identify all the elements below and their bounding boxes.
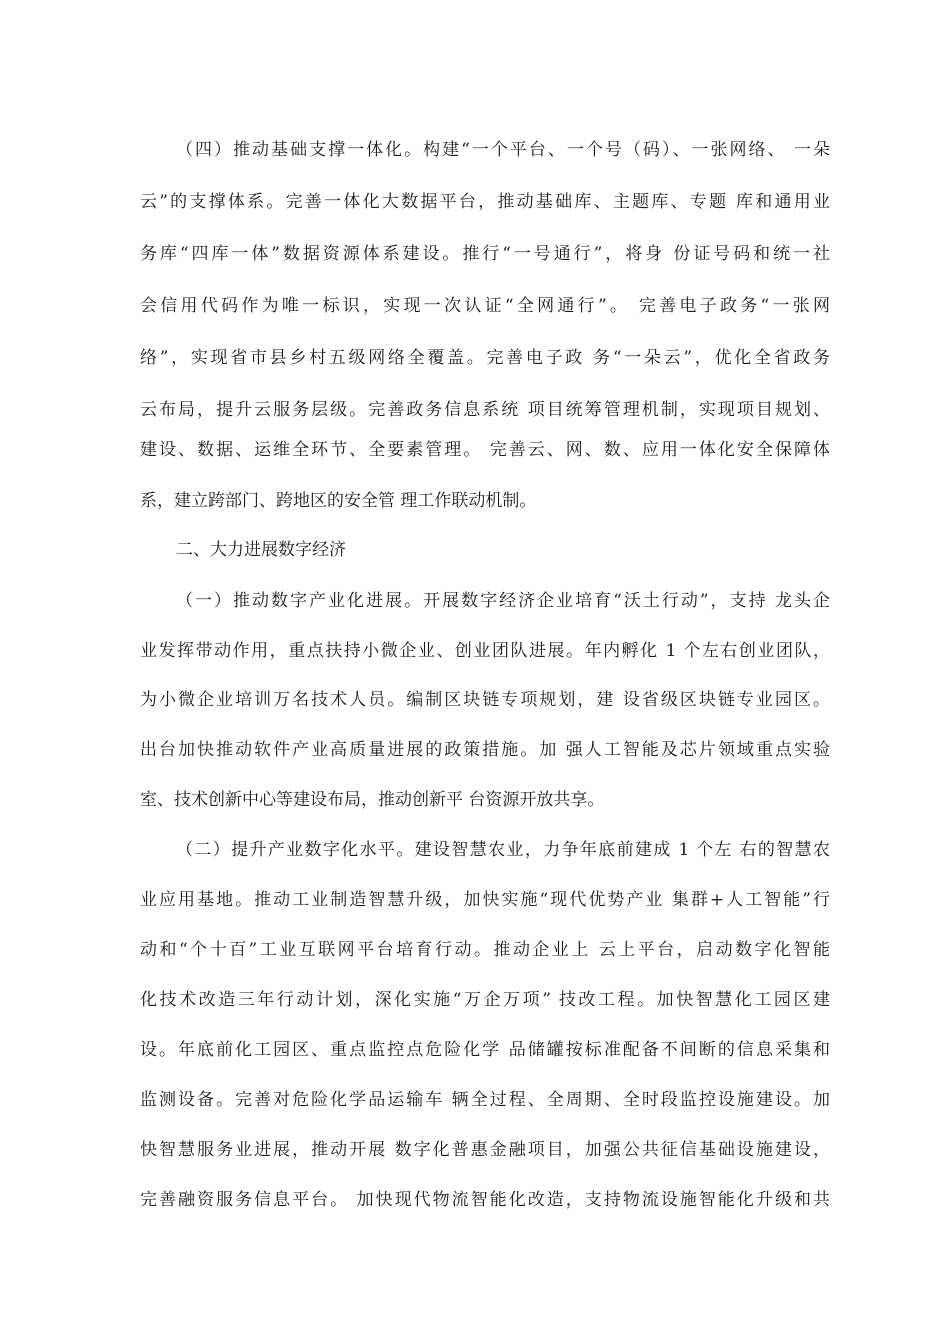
- text-line: 络”，实现省市县乡村五级网络全覆盖。完善电子政 务“一朵云”，优化全省政务: [140, 348, 830, 368]
- text-line: 监测设备。完善对危险化学品运输车 辆全过程、全周期、全时段监控设施建设。加: [140, 1090, 830, 1110]
- text-line: 会信用代码作为唯一标识，实现一次认证“全网通行”。 完善电子政务“一张网: [140, 296, 830, 316]
- text-line: 完善融资服务信息平台。 加快现代物流智能化改造，支持物流设施智能化升级和共: [140, 1190, 830, 1210]
- text-line: 为小微企业培训万名技术人员。编制区块链专项规划，建 设省级区块链专业园区。: [140, 690, 830, 710]
- text-line: （一）推动数字产业化进展。开展数字经济企业培育“沃土行动”，支持 龙头企: [176, 591, 830, 611]
- text-line: 业发挥带动作用，重点扶持小微企业、创业团队进展。年内孵化 1 个左右创业团队，: [140, 641, 830, 661]
- text-line: 化技术改造三年行动计划，深化实施“万企万项” 技改工程。加快智慧化工园区建: [140, 990, 830, 1010]
- text-line: 快智慧服务业进展，推动开展 数字化普惠金融项目，加强公共征信基础设施建设，: [140, 1140, 830, 1160]
- text-line: 建设、数据、运维全环节、全要素管理。 完善云、网、数、应用一体化安全保障体: [140, 440, 830, 460]
- text-line: 务库“四库一体”数据资源体系建设。推行“一号通行”，将身 份证号码和统一社: [140, 244, 830, 264]
- text-line: 出台加快推动软件产业高质量进展的政策措施。加 强人工智能及芯片领域重点实验: [140, 740, 830, 760]
- section-heading: 二、大力进展数字经济: [176, 540, 346, 560]
- text-line: 系，建立跨部门、跨地区的安全管 理工作联动机制。: [140, 491, 537, 511]
- text-line: 动和“个十百”工业互联网平台培育行动。推动企业上 云上平台，启动数字化智能: [140, 940, 830, 960]
- text-line: 室、技术创新中心等建设布局，推动创新平 台资源开放共享。: [140, 790, 605, 810]
- text-line: 设。年底前化工园区、重点监控点危险化学 品储罐按标准配备不间断的信息采集和: [140, 1040, 830, 1060]
- text-line: 云布局，提升云服务层级。完善政务信息系统 项目统筹管理机制，实现项目规划、: [140, 400, 830, 420]
- text-line: 云”的支撑体系。完善一体化大数据平台，推动基础库、主题库、专题 库和通用业: [140, 192, 830, 212]
- text-line: （四）推动基础支撑一体化。构建“一个平台、一个号（码）、一张网络、 一朵: [176, 140, 830, 160]
- text-line: 业应用基地。推动工业制造智慧升级，加快实施“现代优势产业 集群+人工智能”行: [140, 890, 830, 910]
- text-line: （二）提升产业数字化水平。建设智慧农业，力争年底前建成 1 个左 右的智慧农: [176, 840, 830, 860]
